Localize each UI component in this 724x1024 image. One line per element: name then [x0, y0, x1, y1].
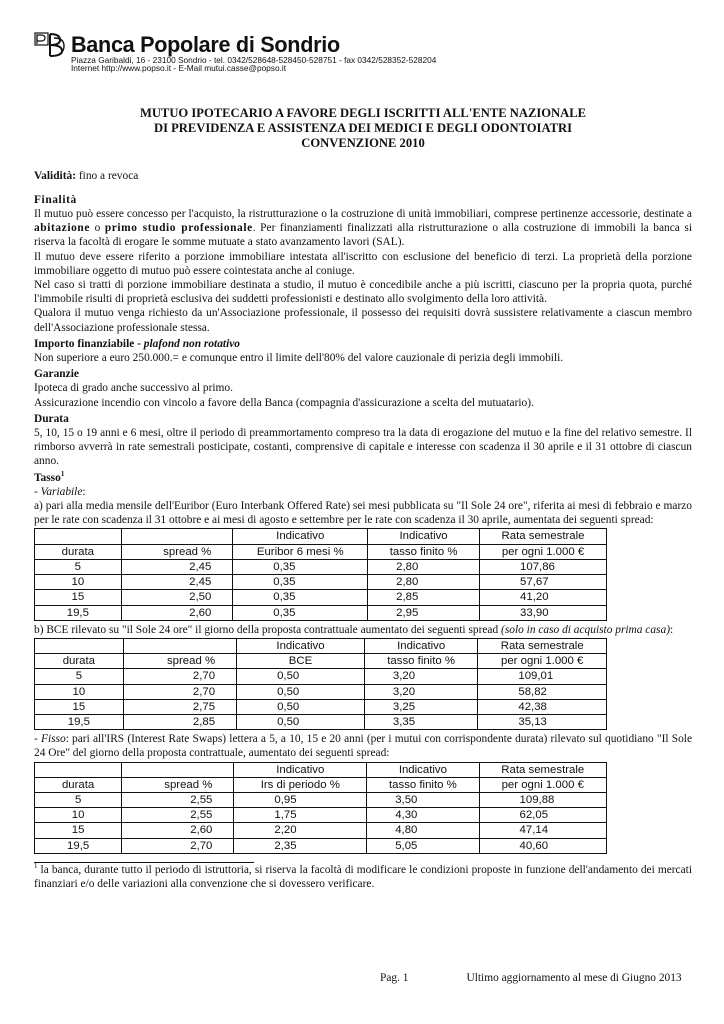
table-header-row [35, 654, 607, 669]
table-cell: Indicativo [364, 638, 478, 653]
fisso-label: - Fisso [34, 733, 66, 746]
tasso-a-text: a) pari alla media mensile dell'Euribor (Euro Interbank Offered Rate) sei mesi pubblicata su "Il Sole 24 ore", riferita ai mesi di febbraio e marzo per le rate con scadenza il 31 ottobre e ai mesi di agosto e settembre per le rate con scadenza il 30 aprile, aumentata dei seguenti spread: [34, 500, 692, 527]
table-cell: Indicativo [367, 762, 479, 777]
table-cell: Irs di periodo % [234, 777, 367, 792]
table-cell: 0,95 [234, 792, 367, 807]
letterhead [34, 32, 692, 82]
table-cell: 10 [35, 808, 122, 823]
table-cell: 35,13 [478, 714, 607, 729]
title-line-1: MUTUO IPOTECARIO A FAVORE DEGLI ISCRITTI ALL'ENTE NAZIONALE [139, 106, 587, 120]
table-row [35, 808, 607, 823]
section-importo-title [34, 337, 692, 351]
bank-internet: Internet http://www.popso.it - E-Mail mutui.casse@popso.it [71, 62, 287, 73]
table-cell: 2,60 [121, 605, 233, 620]
table-cell: 0,50 [237, 669, 365, 684]
table-cell: tasso finito % [364, 654, 478, 669]
table-cell: 0,35 [233, 590, 368, 605]
section-tasso-title [34, 471, 692, 485]
table-cell: 2,20 [234, 823, 367, 838]
table-cell: 3,25 [364, 699, 478, 714]
table-cell: 2,70 [122, 838, 234, 853]
table-cell: durata [35, 777, 122, 792]
last-updated: Ultimo aggiornamento al mese di Giugno 2013 [466, 972, 682, 984]
bank-address: Piazza Garibaldi, 16 - 23100 Sondrio - tel. 0342/528648-528450-528751 - fax 0342/528352-528204 [71, 55, 437, 65]
table-cell: 15 [35, 823, 122, 838]
rates-table-bce [34, 638, 607, 730]
table-cell: Rata semestrale [479, 762, 606, 777]
table-cell: 0,35 [233, 559, 368, 574]
table-cell: spread % [122, 777, 234, 792]
table-cell: 2,95 [368, 605, 480, 620]
footnote [34, 863, 692, 891]
table-cell: 0,50 [237, 714, 365, 729]
importo-title-text: Importo finanziabile - [34, 337, 144, 350]
table-cell: tasso finito % [368, 544, 480, 559]
tasso-b-main: b) BCE rilevato su "il Sole 24 ore" il giorno della proposta contrattuale aumentato dei seguenti spread [34, 623, 502, 636]
variabile-colon: : [82, 485, 86, 498]
table-header-row [35, 777, 607, 792]
table-cell: 57,67 [480, 575, 607, 590]
finalita-paragraph-1 [34, 207, 692, 250]
table-cell: 2,80 [368, 575, 480, 590]
table-cell: 40,60 [479, 838, 606, 853]
table-cell: 42,38 [478, 699, 607, 714]
table-cell [35, 762, 122, 777]
table-cell: 2,80 [368, 559, 480, 574]
table-cell: 19,5 [35, 714, 124, 729]
table-cell: 33,90 [480, 605, 607, 620]
table-cell: 2,45 [121, 559, 233, 574]
table-cell [35, 638, 124, 653]
table-cell: 5 [35, 559, 122, 574]
table-cell: 109,88 [479, 792, 606, 807]
table-cell: 4,30 [367, 808, 479, 823]
finalita-studio: primo studio professionale [104, 222, 253, 235]
importo-text: Non superiore a euro 250.000.= e comunque entro il limite dell'80% del valore cauzionale di perizia degli immobili. [34, 352, 564, 365]
validity [34, 169, 692, 183]
table-cell: per ogni 1.000 € [479, 777, 606, 792]
validity-value: fino a revoca [78, 169, 139, 182]
table-cell: 41,20 [480, 590, 607, 605]
table-cell: 4,80 [367, 823, 479, 838]
table-cell: 2,85 [368, 590, 480, 605]
table-cell: 2,45 [121, 575, 233, 590]
table-cell: 3,20 [364, 684, 478, 699]
table-cell: 10 [35, 684, 124, 699]
table-cell: 47,14 [479, 823, 606, 838]
table-cell: 2,55 [122, 792, 234, 807]
table-cell: 109,01 [478, 669, 607, 684]
table-cell: 2,55 [122, 808, 234, 823]
variabile-label-text: - Variabile [34, 485, 83, 498]
table-row [35, 699, 607, 714]
finalita-text-d: . Per finanziamenti finalizzati alla ristrutturazione o alla costruzione di immobili la banca si riserva la facoltà di erogare le somme mutuate a stato avanzamento lavori (SAL). [34, 222, 692, 249]
tasso-b-italic: (solo in caso di acquisto prima casa) [501, 623, 670, 636]
finalita-text-c: o [90, 222, 105, 235]
table-cell: 1,75 [234, 808, 367, 823]
garanzie-line-2: Assicurazione incendio con vincolo a favore della Banca (compagnia d'assicurazione a scelta del mutuatario). [34, 396, 534, 409]
table-cell: 10 [35, 575, 122, 590]
table-cell: 2,70 [123, 684, 236, 699]
rates-table-euribor [34, 528, 607, 620]
tasso-b-text [34, 623, 692, 637]
table-row [35, 559, 607, 574]
table-cell: 3,50 [367, 792, 479, 807]
table-cell: 2,60 [122, 823, 234, 838]
table-header-row-top [35, 762, 607, 777]
section-finalita-title: Finalità [34, 193, 77, 206]
table-row [35, 669, 607, 684]
table-row [35, 684, 607, 699]
finalita-text-a: Il mutuo può essere concesso per l'acquisto, la ristrutturazione o la costruzione di unità immobiliari, comprese pertinenze accessorie, destinate a [34, 208, 692, 221]
table-row [35, 714, 607, 729]
document-title [34, 106, 692, 152]
tasso-title-text: Tasso [34, 471, 61, 484]
table-cell: 62,05 [479, 808, 606, 823]
finalita-paragraph-3: Nel caso si tratti di porzione immobiliare destinata a studio, il mutuo è concedibile anche a più iscritti, ciascuno per la propria quota, purché l'immobile risulti di proprietà esclusiva dei suddetti professionisti e destinato allo svolgimento della loro attività. [34, 279, 692, 306]
table-cell: 5 [35, 669, 124, 684]
table-cell: Indicativo [368, 529, 480, 544]
page-number: Pag. 1 [380, 972, 409, 984]
table-cell: per ogni 1.000 € [478, 654, 607, 669]
tasso-fisso-text [34, 732, 692, 760]
section-durata-title: Durata [34, 412, 69, 425]
table-cell: 2,85 [123, 714, 236, 729]
table-cell: 15 [35, 590, 122, 605]
title-line-2: DI PREVIDENZA E ASSISTENZA DEI MEDICI E DEGLI ODONTOIATRI [153, 121, 573, 136]
table-row [35, 838, 607, 853]
table-cell: 107,86 [480, 559, 607, 574]
footnote-mark: 1 [34, 861, 38, 870]
table-cell: Indicativo [237, 638, 365, 653]
table-cell: 2,35 [234, 838, 367, 853]
table-cell: Euribor 6 mesi % [233, 544, 368, 559]
table-cell: 19,5 [35, 605, 122, 620]
page-footer [380, 972, 682, 984]
section-garanzie-title: Garanzie [34, 368, 79, 381]
validity-label: Validità: [34, 169, 76, 182]
bank-logo-icon [34, 32, 67, 58]
table-cell [35, 529, 122, 544]
table-cell: 58,82 [478, 684, 607, 699]
table-cell: 5,05 [367, 838, 479, 853]
title-line-3: CONVENZIONE 2010 [301, 136, 425, 151]
rates-table-irs [34, 762, 607, 854]
finalita-paragraph-4: Qualora il mutuo venga richiesto da un'Associazione professionale, il possesso dei requisiti dovrà sussistere relativamente a ciascun membro dell'Associazione professionale stessa. [34, 307, 692, 334]
table-cell: 2,75 [123, 699, 236, 714]
table-cell: 0,35 [233, 605, 368, 620]
footnote-text: la banca, durante tutto il periodo di istruttoria, si riserva la facoltà di modificare le condizioni proposte in funzione dell'andamento dei mercati finanziari e/o delle variazioni alla convenzione che si dovessero verificare. [34, 863, 692, 890]
bank-name: Banca Popolare di Sondrio [71, 32, 340, 57]
finalita-paragraph-2: Il mutuo deve essere riferito a porzione immobiliare intestata all'iscritto con esclusione del beneficio di terzi. La proprietà della porzione immobiliare oggetto di mutuo può essere cointestata anche al coniuge. [34, 250, 692, 277]
table-header-row [35, 544, 607, 559]
table-row [35, 792, 607, 807]
table-cell: spread % [121, 544, 233, 559]
importo-title-italic: plafond non rotativo [143, 337, 240, 350]
table-cell: 0,35 [233, 575, 368, 590]
table-cell: 3,20 [364, 669, 478, 684]
table-cell: Rata semestrale [478, 638, 607, 653]
table-cell: spread % [123, 654, 236, 669]
table-cell: 2,70 [123, 669, 236, 684]
table-cell: Rata semestrale [480, 529, 607, 544]
table-cell [123, 638, 236, 653]
table-cell: durata [35, 654, 124, 669]
table-cell: 19,5 [35, 838, 122, 853]
fisso-text: : pari all'IRS (Interest Rate Swaps) lettera a 5, a 10, 15 e 20 anni (per i mutui con corrispondente durata) rilevato sul quotidiano "Il Sole 24 Ore" del giorno della proposta contrattuale, aumentato dei seguenti spread: [34, 733, 693, 760]
table-row [35, 823, 607, 838]
table-row [35, 575, 607, 590]
table-cell: 3,35 [364, 714, 478, 729]
document-page [34, 32, 692, 891]
durata-text: 5, 10, 15 o 19 anni e 6 mesi, oltre il periodo di preammortamento compreso tra la data di erogazione del mutuo e la fine del relativo semestre. Il rimborso avverrà in rate semestrali posticipate, costanti, comprensive di capitale e interesse con scadenza il 30 aprile e il 31 ottobre di ciascun anno. [34, 427, 692, 468]
table-header-row-top [35, 638, 607, 653]
table-cell: 0,50 [237, 684, 365, 699]
tasso-footnote-mark: 1 [60, 469, 65, 478]
table-cell: durata [35, 544, 122, 559]
tasso-b-end: : [669, 623, 674, 636]
table-row [35, 605, 607, 620]
table-header-row-top [35, 529, 607, 544]
table-cell: 0,50 [237, 699, 365, 714]
garanzie-line-1: Ipoteca di grado anche successivo al primo. [34, 382, 233, 395]
table-row [35, 590, 607, 605]
table-cell: 2,50 [121, 590, 233, 605]
table-cell: Indicativo [233, 529, 368, 544]
table-cell [121, 529, 233, 544]
table-cell [122, 762, 234, 777]
table-cell: BCE [237, 654, 365, 669]
table-cell: Indicativo [234, 762, 367, 777]
table-cell: 15 [35, 699, 124, 714]
table-cell: tasso finito % [367, 777, 479, 792]
variabile-label [34, 485, 692, 499]
table-cell: per ogni 1.000 € [480, 544, 607, 559]
table-cell: 5 [35, 792, 122, 807]
finalita-abitazione: abitazione [34, 222, 90, 235]
